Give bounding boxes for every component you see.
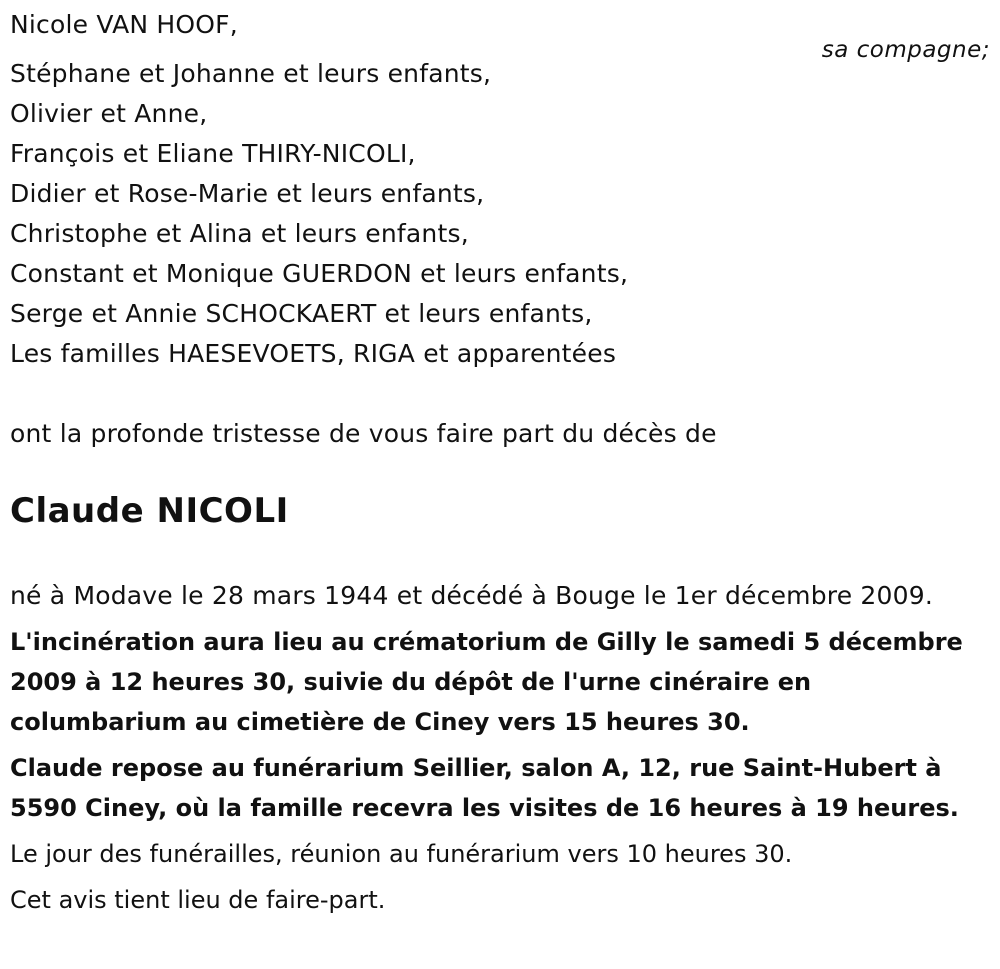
family-line: Olivier et Anne, [10,99,208,128]
closing-text: Cet avis tient lieu de faire-part. [10,886,386,914]
birth-death-text: né à Modave le 28 mars 1944 et décédé à Bouge le 1er décembre 2009. [10,581,934,610]
family-line: Serge et Annie SCHOCKAERT et leurs enfants, [10,299,593,328]
header-name: Nicole VAN HOOF, [10,10,238,39]
family-line: Les familles HAESEVOETS, RIGA et apparentées [10,339,617,368]
funeral-day-text: Le jour des funérailles, réunion au funérarium vers 10 heures 30. [10,840,793,868]
family-line: Christophe et Alina et leurs enfants, [10,219,469,248]
family-list [10,54,990,374]
visitation-text: Claude repose au funérarium Seillier, salon A, 12, rue Saint-Hubert à 5590 Ciney, où la famille recevra les visites de 16 heures à 19 heures. [10,754,959,822]
family-line: Stéphane et Johanne et leurs enfants, [10,59,492,88]
family-line: Didier et Rose-Marie et leurs enfants, [10,179,485,208]
announcement-text: ont la profonde tristesse de vous faire part du décès de [10,419,717,448]
deceased-name: Claude NICOLI [10,491,289,531]
header-role: sa compagne; [821,37,990,63]
family-line: François et Eliane THIRY-NICOLI, [10,139,416,168]
cremation-text: L'incinération aura lieu au crématorium de Gilly le samedi 5 décembre 2009 à 12 heures 30, suivie du dépôt de l'urne cinéraire en columbarium au cimetière de Ciney vers 15 heures 30. [10,628,963,736]
family-line: Constant et Monique GUERDON et leurs enfants, [10,259,629,288]
obituary-notice [10,0,990,920]
